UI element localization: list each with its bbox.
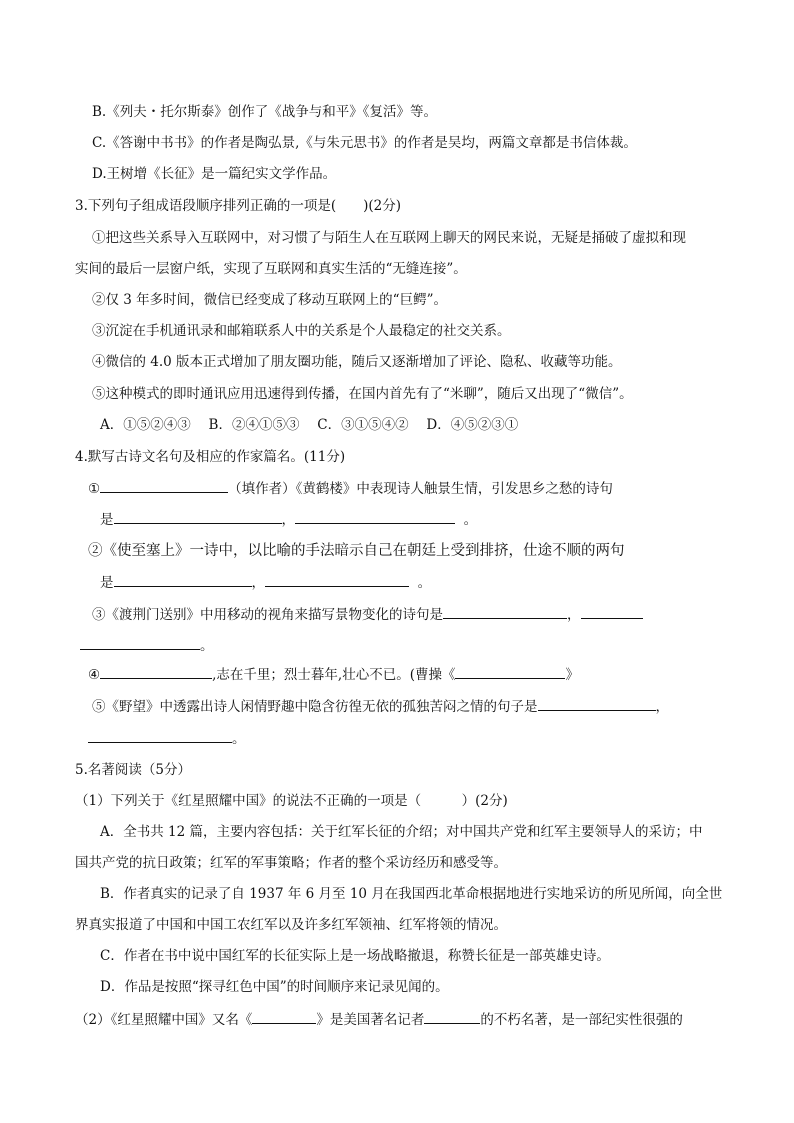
q4-item-4-blank-a[interactable] (100, 664, 212, 679)
q5-1-option-b-line2: 界真实报道了中国和中国工农红军以及许多红军领袖、红军将领的情况。 (75, 917, 507, 933)
q5-2-alt-title-blank[interactable] (252, 1009, 316, 1024)
q5-1-option-d: D．作品是按照“探寻红色中国”的时间顺序来记录见闻的。 (100, 979, 449, 995)
q4-item-1-author-blank[interactable] (100, 478, 228, 493)
q4-item-4-blank-b[interactable] (455, 664, 565, 679)
q4-item-1-text: （填作者）《黄鹤楼》中表现诗人触景生情，引发思乡之愁的诗句 (228, 481, 613, 497)
q4-item-2-line2: 是 ， 。 (100, 572, 431, 593)
q4-item-1-blank-b[interactable] (295, 509, 455, 524)
q4-item-4-line: ④ ,志在千里；烈士暮年,壮心不已。(曹操《 》 (88, 664, 579, 685)
q4-item-1-blank-a[interactable] (114, 509, 282, 524)
q4-item-1-line2: 是 ， 。 (100, 509, 477, 530)
q5-title: 5.名著阅读（5分） (75, 762, 191, 778)
q2-option-b: B.《列夫・托尔斯泰》创作了《战争与和平》《复活》等。 (92, 104, 437, 120)
q5-1-option-a-line1: A．全书共 12 篇，主要内容包括：关于红军长征的介绍；对中国共产党和红军主要领导人的采访；中 (100, 824, 703, 840)
q3-sentence-5: ⑤这种模式的即时通讯应用迅速得到传播，在国内首先有了“米聊”，随后又出现了“微信”。 (92, 386, 633, 402)
q5-1-option-b-line1: B．作者真实的记录了自 1937 年 6 月至 10 月在我国西北革命根据地进行实地采访的所见所闻，向全世 (100, 886, 723, 902)
q3-sentence-3: ③沉淀在手机通讯录和邮箱联系人中的关系是个人最稳定的社交关系。 (92, 323, 511, 339)
q4-title: 4.默写古诗文名句及相应的作家篇名。(11分) (75, 449, 346, 465)
q2-option-c: C.《答谢中书书》的作者是陶弘景,《与朱元思书》的作者是吴均，两篇文章都是书信体裁。 (92, 135, 637, 151)
q4-item-3-blank-b[interactable] (581, 604, 643, 619)
q5-1-option-c: C．作者在书中说中国红军的长征实际上是一场战略撤退，称赞长征是一部英雄史诗。 (100, 948, 610, 964)
q4-item-5-blank-b[interactable] (88, 728, 232, 743)
q4-item-3-line2: 。 (80, 635, 214, 656)
q4-item-1-number: ① (88, 481, 101, 497)
q5-1-option-a-line2: 国共产党的抗日政策；红军的军事策略；作者的整个采访经历和感受等。 (75, 855, 507, 871)
q5-2-line: （2）《红星照耀中国》又名《 》是美国著名记者 的不朽名著，是一部纪实性很强的 (75, 1009, 683, 1030)
q3-sentence-2: ②仅 3 年多时间，微信已经变成了移动互联网上的“巨鳄”。 (92, 292, 447, 308)
q3-sentence-1b: 实间的最后一层窗户纸，实现了互联网和真实生活的“无缝连接”。 (75, 261, 467, 277)
q4-item-3-blank-a[interactable] (443, 604, 567, 619)
q3-title: 3.下列句子组成语段顺序排列正确的一项是( )(2分) (75, 198, 402, 214)
q4-item-3-blank-c[interactable] (80, 635, 200, 650)
q3-sentence-1a: ①把这些关系导入互联网中，对习惯了与陌生人在互联网上聊天的网民来说，无疑是捅破了虚拟和现 (92, 230, 686, 246)
q4-item-2-blank-b[interactable] (265, 572, 409, 587)
q3-sentence-4: ④微信的 4.0 版本正式增加了朋友圈功能，随后又逐渐增加了评论、隐私、收藏等功能。 (92, 354, 622, 370)
q2-option-d: D.王树增《长征》是一篇纪实文学作品。 (92, 166, 337, 182)
q4-item-2-blank-a[interactable] (114, 572, 252, 587)
q4-item-5-blank-a[interactable] (538, 696, 656, 711)
q5-1-title: （1）下列关于《红星照耀中国》的说法不正确的一项是（ ）(2分) (75, 793, 508, 809)
q3-options: A．①⑤②④③ B．②④①⑤③ C．③①⑤④② D．④⑤②③① (100, 417, 519, 433)
q4-item-5-line2: 。 (88, 728, 246, 749)
q4-item-1-line1 (88, 478, 613, 499)
q4-item-5-line1: ⑤《野望》中透露出诗人闲情野趣中隐含彷徨无依的孤独苦闷之情的句子是 ， (92, 696, 669, 717)
q5-2-author-blank[interactable] (424, 1009, 480, 1024)
q4-item-2-line1: ②《使至塞上》一诗中，以比喻的手法暗示自己在朝廷上受到排挤，仕途不顺的两句 (88, 543, 625, 559)
q4-item-3-line1: ③《渡荆门送别》中用移动的视角来描写景物变化的诗句是 ， (92, 604, 643, 625)
